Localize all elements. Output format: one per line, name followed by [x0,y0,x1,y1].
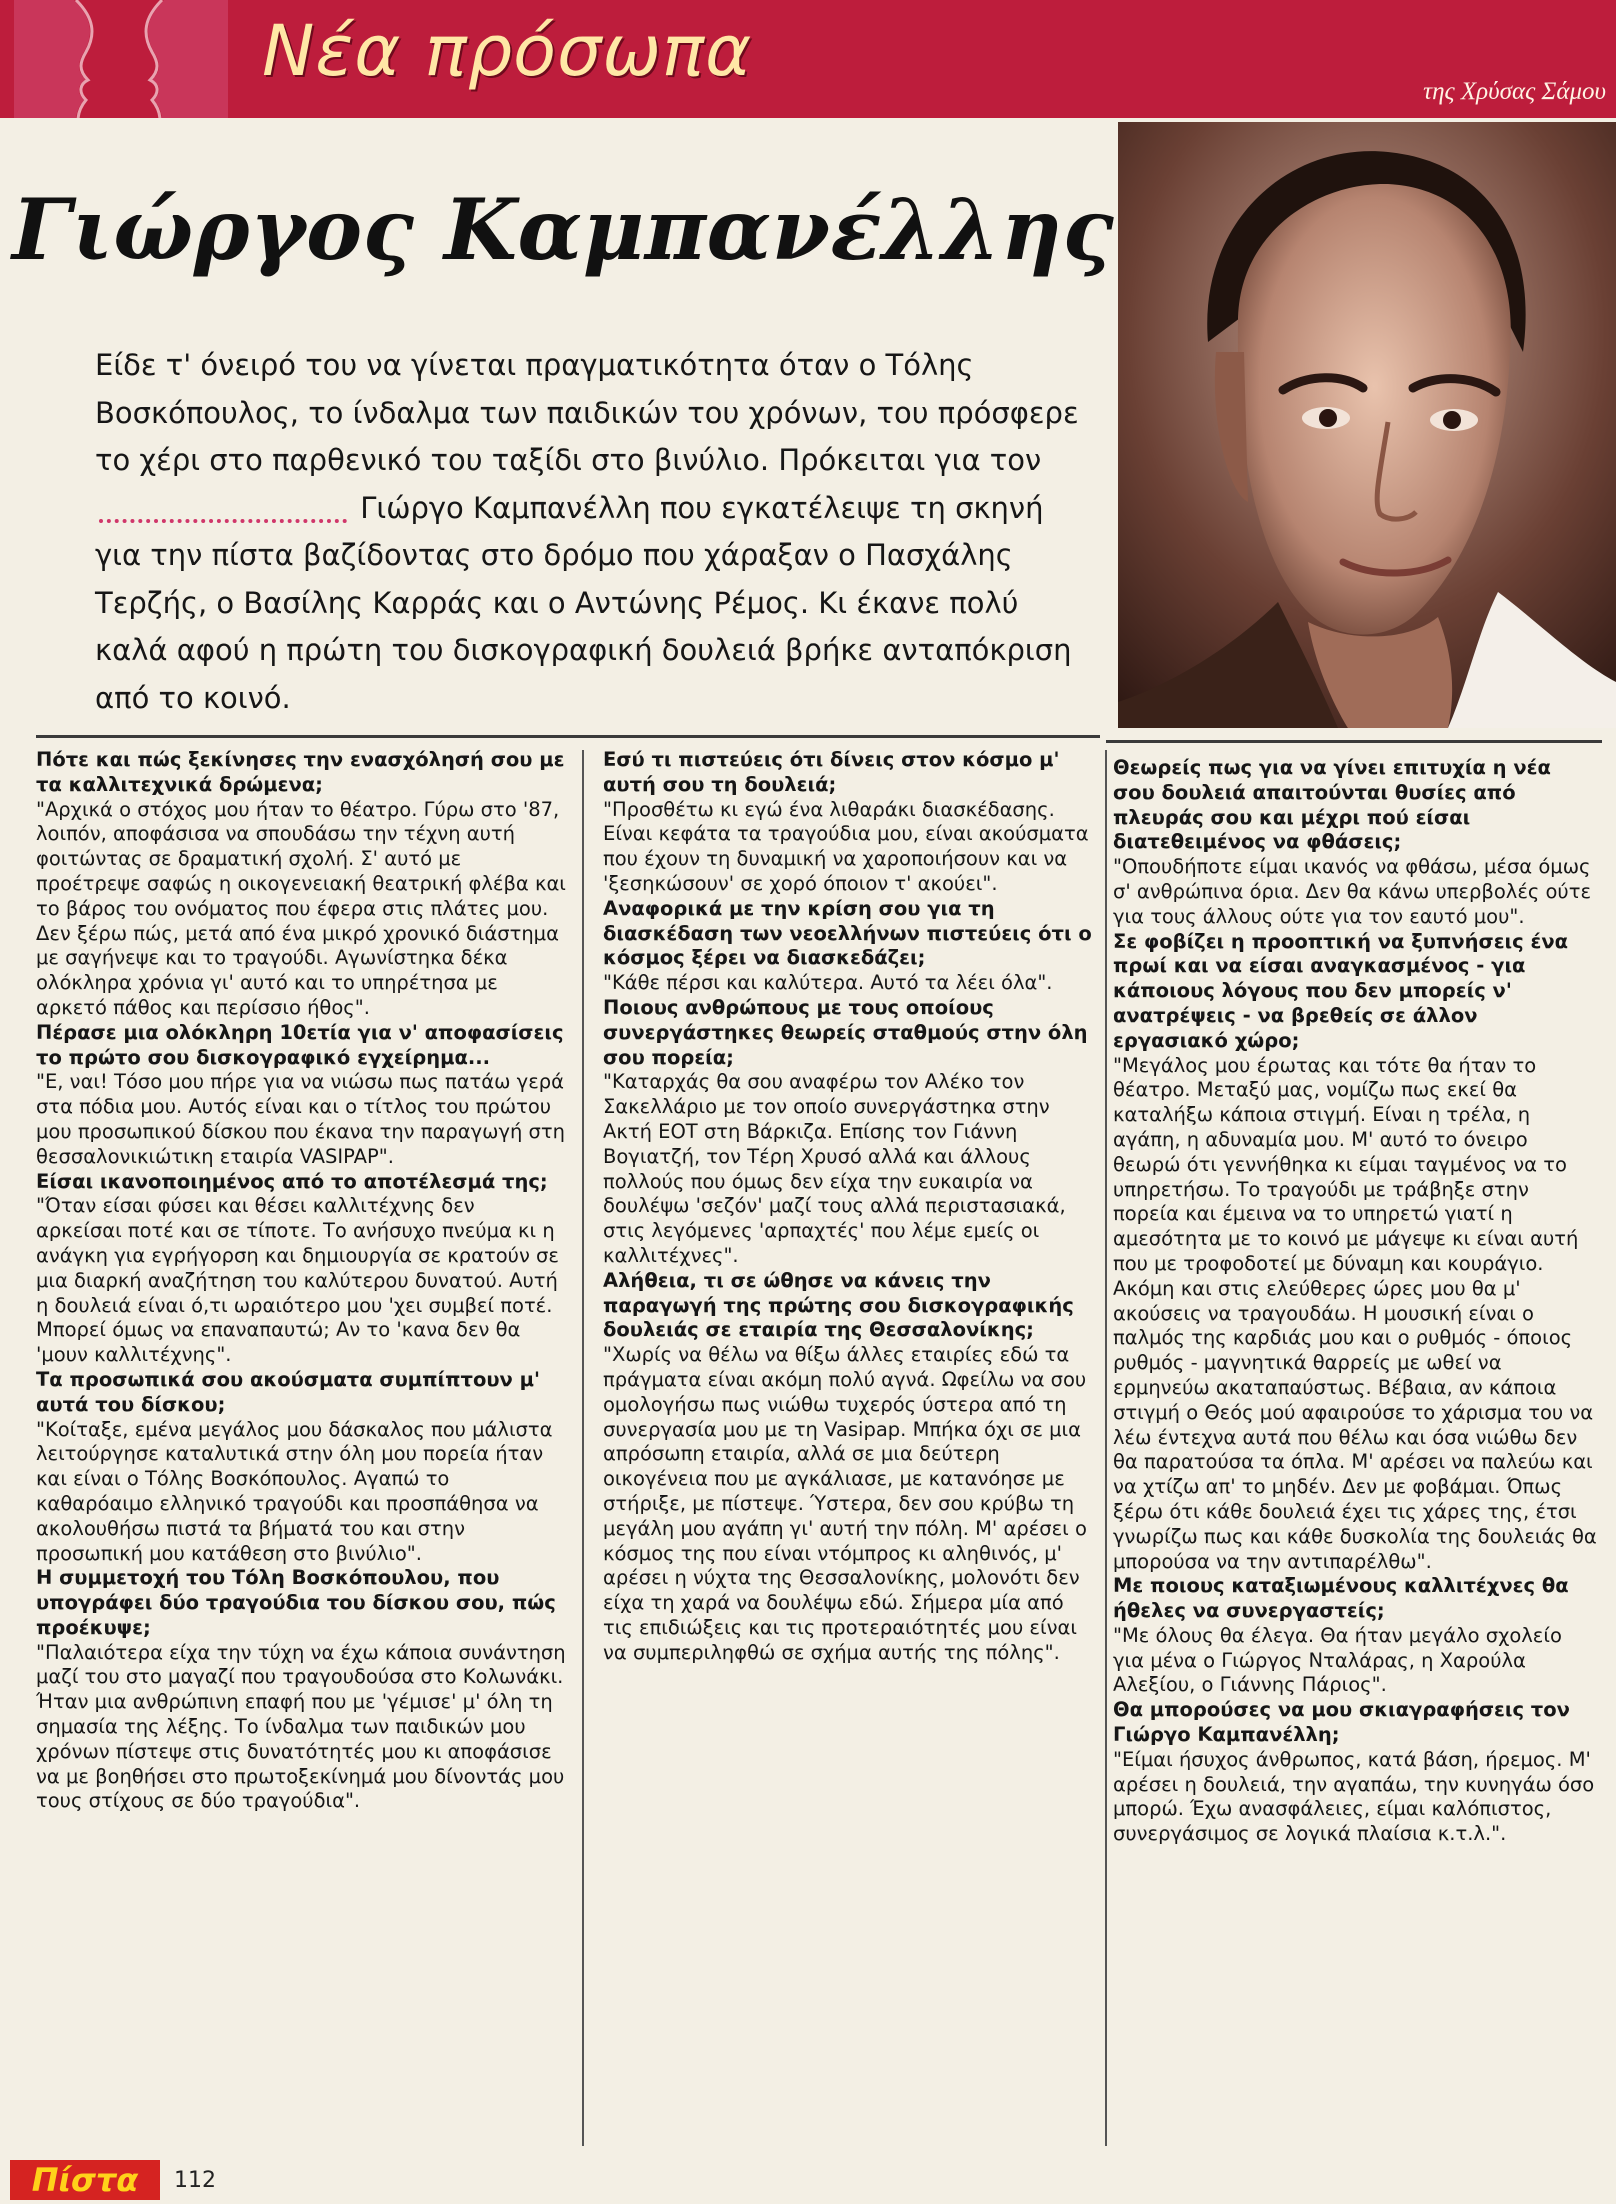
column-divider-2 [1105,750,1107,2146]
interview-question: Θεωρείς πως για να γίνει επιτυχία η νέα σου δουλειά απαιτούνται θυσίες από πλευράς σου και μέχρι πού είσαι διατεθειμένος να φθάσεις; [1113,756,1551,854]
interview-question: Αλήθεια, τι σε ώθησε να κάνεις την παραγωγή της πρώτης σου δισκογραφικής δουλειάς σε εταιρία της Θεσσαλονίκης; [603,1268,1074,1342]
interview-answer: "Κάθε πέρσι και καλύτερα. Αυτό τα λέει όλα". [603,971,1053,995]
interview-answer: "Χωρίς να θέλω να θίξω άλλες εταιρίες εδώ τα πράγματα είναι ακόμη πολύ αγνά. Ωφείλω να σου ομολογήσω πως νιώθω τυχερός ύστερα από τη συνεργασία μου με τη Vasipap. Μπήκα όχι σε μια απρόσωπη εταιρία, αλλά σε μια δεύτερη οικογένεια που με αγκάλιασε, με κατανόησε με στήριξε, με πίστεψε. Ύστερα, δεν σου κρύβω τη μεγάλη μου αγάπη γι' αυτή την πόλη. Μ' αρέσει ο κόσμος της που είναι ντόμπρος κι αληθινός, μ' αρέσει η νύχτα της Θεσσαλονίκης, μολονότι δεν είχα τη χαρά να δουλέψω εδώ. Σήμερα μία από τις επιδιώξεις και τις προτεραιότητές μου είναι να συμπεριληφθώ σε σχήμα αυτής της πόλης". [603,1343,1087,1664]
interview-answer: "Όταν είσαι φύσει και θέσει καλλιτέχνης δεν αρκείσαι ποτέ και σε τίποτε. Το ανήσυχο πνεύμα κι η ανάγκη για εγρήγορση και δημιουργία σε κρατούν σε μια διαρκή αναζήτηση του καλύτερου δυνατού. Αυτή η δουλειά είναι ό,τι ωραιότερο μου 'χει συμβεί ποτέ. Μπορεί όμως να επαναπαυτώ; Αν το 'κανα δεν θα 'μουν καλλιτέχνης". [36,1194,559,1367]
author-byline: της Χρύσας Σάμου [1423,78,1606,105]
redacted-mark [99,496,347,523]
section-title: Νέα πρόσωπα [262,10,753,92]
interview-question: Πέρασε μια ολόκληρη 10ετία για ν' αποφασίσεις το πρώτο σου δισκογραφικό εγχείρημα... [36,1020,564,1069]
interview-question: Πότε και πώς ξεκίνησες την ενασχόλησή σου με τα καλλιτεχνικά δρώμενα; [36,748,565,796]
intro-text-end: Γιώργο Καμπανέλλη που εγκατέλειψε τη σκηνή για την πίστα βαζίδοντας στο δρόμο που χάραξαν ο Πασχάλης Τερζής, ο Βασίλης Καρράς και ο Αντώνης Ρέμος. Κι έκανε πολύ καλά αφού η πρώτη του δισκογραφική δουλειά βρήκε ανταπόκριση από το κοινό. [95,490,1072,715]
interview-answer: "Οπουδήποτε είμαι ικανός να φθάσω, μέσα όμως σ' ανθρώπινα όρια. Δεν θα κάνω υπερβολές ούτε για τους άλλους ούτε για τον εαυτό μου". [1113,855,1591,928]
magazine-logo: Πίστα [10,2160,160,2200]
top-divider [36,735,1100,738]
interview-question: Τα προσωπικά σου ακούσματα συμπίπτουν μ' αυτά του δίσκου; [36,1367,540,1416]
interview-answer: "Προσθέτω κι εγώ ένα λιθαράκι διασκέδασης. Είναι κεφάτα τα τραγούδια μου, είναι ακούσματα που έχουν τη δυναμική να χαροποιήσουν και να 'ξεσηκώσουν' σε χορό όποιον τ' ακούει". [603,797,1089,895]
interview-question: Ποιους ανθρώπους με τους οποίους συνεργάστηκες θεωρείς σταθμούς στην όλη σου πορεία; [603,995,1088,1069]
interview-answer: "Μεγάλος μου έρωτας και τότε θα ήταν το θέατρο. Μεταξύ μας, νομίζω πως εκεί θα καταλήξω κάποια στιγμή. Είναι η τρέλα, η αγάπη, η αδυναμία μου. Μ' αυτό το όνειρο θεωρώ ότι γεννήθηκα κι είμαι ταγμένος να το υπηρετήσω. Το τραγούδι με τράβηξε στην πορεία και έμεινα να το υπηρετώ γιατί η αμεσότητα με το κοινό με μάγεψε κι είναι αυτή που με τροφοδοτεί με δύναμη και κουράγιο. Ακόμη και στις ελεύθερες ώρες μου θα μ' ακούσεις να τραγουδάω. Η μουσική είναι ο παλμός της καρδιάς μου και ο ρυθμός - όποιος ρυθμός - μαγνητικά θαρρείς με ωθεί να ερμηνεύω ακαταπαύστως. Βέβαια, αν κάποια στιγμή ο Θεός μού αφαιρούσε το χάρισμα του να λέω έντεχνα αυτά που θέλω και όσα νιώθω δεν θα παρατούσα τα όπλα. Μ' αρέσει να παλεύω και να χτίζω απ' το μηδέν. Δεν με φοβάμαι. Όπως ξέρω ότι κάθε δουλειά έχει τις χάρες της, έτσι γνωρίζω πως και κάθε δυσκολία της δουλειάς θα μπορούσα να την αντιπαρέλθω". [1113,1053,1597,1573]
interview-answer: "Κοίταξε, εμένα μεγάλος μου δάσκαλος που μάλιστα λειτούργησε καταλυτικά στην όλη μου πορεία ήταν και είναι ο Τόλης Βοσκόπουλος. Αγαπώ το καθαρόαιμο ελληνικό τραγούδι και προσπάθησα να ακολουθήσω πιστά τα βήματά του και στην προσωπική μου κατάθεση στο βινύλιο". [36,1417,553,1565]
interview-question: Εσύ τι πιστεύεις ότι δίνεις στον κόσμο μ' αυτή σου τη δουλειά; [603,748,1060,796]
interview-answer: "Ε, ναι! Τόσο μου πήρε για να νιώσω πως πατάω γερά στα πόδια μου. Αυτός είναι και ο τίτλος του πρώτου μου προσωπικού δίσκου που έκανα την παραγωγή στη θεσσαλονικιώτικη εταιρία VASIPAP". [36,1070,566,1168]
text-column-left [36,748,566,1814]
interview-question: Σε φοβίζει η προοπτική να ξυπνήσεις ένα πρωί και να είσαι αναγκασμένος - για κάποιους λόγους που δεν μπορείς ν' ανατρέψεις - να βρεθείς σε άλλον εργασιακό χώρο; [1113,929,1569,1052]
portrait-photo [1118,122,1616,728]
interview-answer: "Είμαι ήσυχος άνθρωπος, κατά βάση, ήρεμος. Μ' αρέσει η δουλειά, την αγαπάω, την κυνηγάω όσο μπορώ. Έχω ανασφάλειες, είμαι καλόπιστος, συνεργάσιμος σε λογικά πλαίσια κ.τ.λ.". [1113,1747,1595,1846]
section-banner [0,0,1616,118]
interview-answer: "Με όλους θα έλεγα. Θα ήταν μεγάλο σχολείο για μένα ο Γιώργος Νταλάρας, η Χαρούλα Αλεξίου, ο Γιάννης Πάριος". [1113,1623,1562,1697]
profile-silhouette-icon [14,0,228,118]
interview-answer: "Καταρχάς θα σου αναφέρω τον Αλέκο τον Σακελλάριο με τον οποίο συνεργάστηκα στην Ακτή ΕΟΤ στη Βάρκιζα. Επίσης τον Γιάννη Βογιατζή, τον Τέρη Χρυσό αλλά και άλλους πολλούς που όμως δεν είχα την ευκαιρία να δουλέψω 'σεζόν' μαζί τους αλλά περιστασιακά, στις λεγόμενες 'αρπαχτές' που λέμε εμείς οι καλλιτέχνες". [603,1070,1066,1267]
intro-text-start: Είδε τ' όνειρό του να γίνεται πραγματικότητα όταν ο Τόλης Βοσκόπουλος, το ίνδαλμα των παιδικών του χρόνων, του πρόσφερε το χέρι στο παρθενικό του ταξίδι στο βινύλιο. Πρόκειται για τον [95,348,1079,477]
text-column-middle [603,748,1092,1665]
interview-question: Είσαι ικανοποιημένος από το αποτέλεσμά της; [36,1169,548,1193]
page-number: 112 [174,2168,216,2193]
column-divider-1 [582,750,584,2146]
interview-question: Η συμμετοχή του Τόλη Βοσκόπουλου, που υπογράφει δύο τραγούδια του δίσκου σου, πώς προέκυψε; [36,1566,556,1639]
interview-question: Θα μπορούσες να μου σκιαγραφήσεις τον Γιώργο Καμπανέλλη; [1113,1698,1570,1747]
interview-question: Αναφορικά με την κρίση σου για τη διασκέδαση των νεοελλήνων πιστεύεις ότι ο κόσμος ξέρει να διασκεδάζει; [603,896,1092,970]
article-headline: Γιώργος Καμπανέλλης [12,180,1115,279]
article-intro [95,342,1095,722]
text-column-right [1113,756,1599,1847]
photo-divider [1106,740,1602,743]
interview-answer: "Αρχικά ο στόχος μου ήταν το θέατρο. Γύρω στο '87, λοιπόν, αποφάσισα να σπουδάσω την τέχνη αυτή φοιτώντας σε δραματική σχολή. Σ' αυτό με προέτρεψε σαφώς η οικογενειακή θεατρική φλέβα και το βάρος του ονόματος που έφερα στις πλάτες μου. Δεν ξέρω πώς, μετά από ένα μικρό χρονικό διάστημα με σαγήνεψε και το τραγούδι. Αγωνίστηκα δέκα ολόκληρα χρόνια γι' αυτό και το υπηρέτησα με αρκετό πάθος και περίσσιο ήθος". [36,797,566,1019]
interview-answer: "Παλαιότερα είχα την τύχη να έχω κάποια συνάντηση μαζί του στο μαγαζί που τραγουδούσα στο Κολωνάκι. Ήταν μια ανθρώπινη επαφή που με 'γέμισε' μ' όλη τη σημασία της λέξης. Το ίνδαλμα των παιδικών μου χρόνων πίστεψε στις δυνατότητές μου κι αποφάσισε να με βοηθήσει στο πρωτοξεκίνημά μου δίνοντάς μου τους στίχους σε δύο τραγούδια". [36,1640,566,1813]
interview-question: Με ποιους καταξιωμένους καλλιτέχνες θα ήθελες να συνεργαστείς; [1113,1574,1569,1623]
